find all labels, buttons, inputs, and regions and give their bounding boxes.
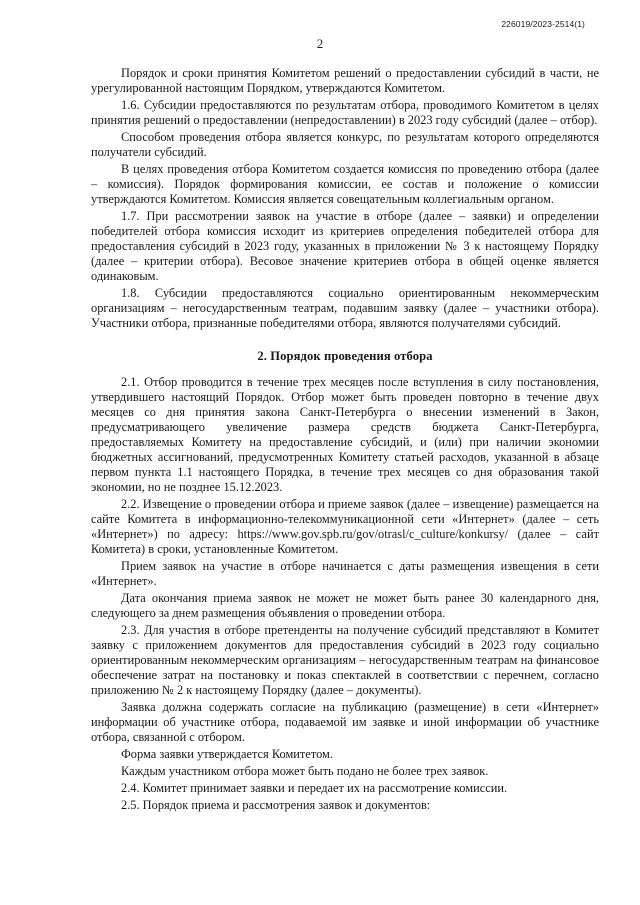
document-body (91, 66, 599, 815)
paragraph: Каждым участником отбора может быть подано не более трех заявок. (121, 764, 489, 778)
paragraph: 2.5. Порядок приема и рассмотрения заявок и документов: (121, 798, 431, 812)
page-number: 2 (316, 36, 324, 51)
paragraph: В целях проведения отбора Комитетом создается комиссия по проведению отбора (далее – комиссия). Порядок формирования комиссии, ее состав и положение о комиссии утверждаются Комитетом. Комиссия является совещательным коллегиальным органом. (91, 162, 599, 206)
paragraph: Форма заявки утверждается Комитетом. (121, 747, 333, 761)
paragraph: Порядок и сроки принятия Комитетом решений о предоставлении субсидий в части, не урегулированной настоящим Порядком, утверждаются Комитетом. (91, 66, 599, 95)
paragraph: Заявка должна содержать согласие на публикацию (размещение) в сети «Интернет» информации об участнике отбора, подаваемой им заявке и иной информации об участнике отбора, связанной с отбором. (91, 700, 599, 744)
doc-id: 226019/2023-2514(1) (501, 19, 585, 29)
section-title: 2. Порядок проведения отбора (257, 349, 433, 363)
paragraph: 1.8. Субсидии предоставляются социально ориентированным некоммерческим организациям – негосударственным театрам, подавшим заявку (далее – участники отбора). Участники отбора, признанные победителями отбора, являются получателями субсидий. (91, 286, 599, 330)
paragraph: Прием заявок на участие в отборе начинается с даты размещения извещения в сети «Интернет». (91, 559, 599, 588)
paragraph: 2.3. Для участия в отборе претенденты на получение субсидий представляют в Комитет заявку с приложением документов для предоставления субсидий в 2023 году социально ориентированным некоммерческим организациям – негосударственным театрам на финансовое обеспечение затрат на постановку и показ спектаклей в соответствии с перечнем, согласно приложению № 2 к настоящему Порядку (далее – документы). (91, 623, 599, 697)
paragraph: 2.4. Комитет принимает заявки и передает их на рассмотрение комиссии. (121, 781, 508, 795)
paragraph: 2.1. Отбор проводится в течение трех месяцев после вступления в силу постановления, утвердившего настоящий Порядок. Отбор может быть проведен повторно в течение двух месяцев со дня принятия закона Санкт-Петербурга о внесении изменений в Закон, предусматривающего увеличение размера средств бюджета Санкт-Петербурга, предоставляемых Комитету на предоставление субсидий, и (или) при наличии экономии бюджетных ассигнований, предусмотренных Комитету статьей расходов, указанной в абзаце первом пункта 1.1 настоящего Порядка, в течение трех месяцев со дня образования такой экономии, но не позднее 15.12.2023. (91, 375, 599, 494)
paragraph: 2.2. Извещение о проведении отбора и приеме заявок (далее – извещение) размещается на сайте Комитета в информационно-телекоммуникационной сети «Интернет» (далее – сеть «Интернет») по адресу: https://www.gov.spb.ru/gov/otrasl/c_culture/konkursy/ (далее – сайт Комитета) в сроки, установленные Комитетом. (91, 497, 599, 556)
paragraph: Способом проведения отбора является конкурс, по результатам которого определяются получатели субсидий. (91, 130, 599, 159)
paragraph: 1.6. Субсидии предоставляются по результатам отбора, проводимого Комитетом в целях принятия решений о предоставлении (непредоставлении) в 2023 году субсидий (далее – отбор). (91, 98, 599, 127)
paragraph: Дата окончания приема заявок не может не может быть ранее 30 календарного дня, следующего за днем размещения объявления о проведении отбора. (91, 591, 599, 620)
paragraph: 1.7. При рассмотрении заявок на участие в отборе (далее – заявки) и определении победителей отбора комиссия исходит из критериев определения победителей отбора для предоставления субсидий в 2023 году, указанных в приложении № 3 к настоящему Порядку (далее – критерии отбора). Весовое значение критериев отбора в общей оценке является одинаковым. (91, 209, 599, 283)
